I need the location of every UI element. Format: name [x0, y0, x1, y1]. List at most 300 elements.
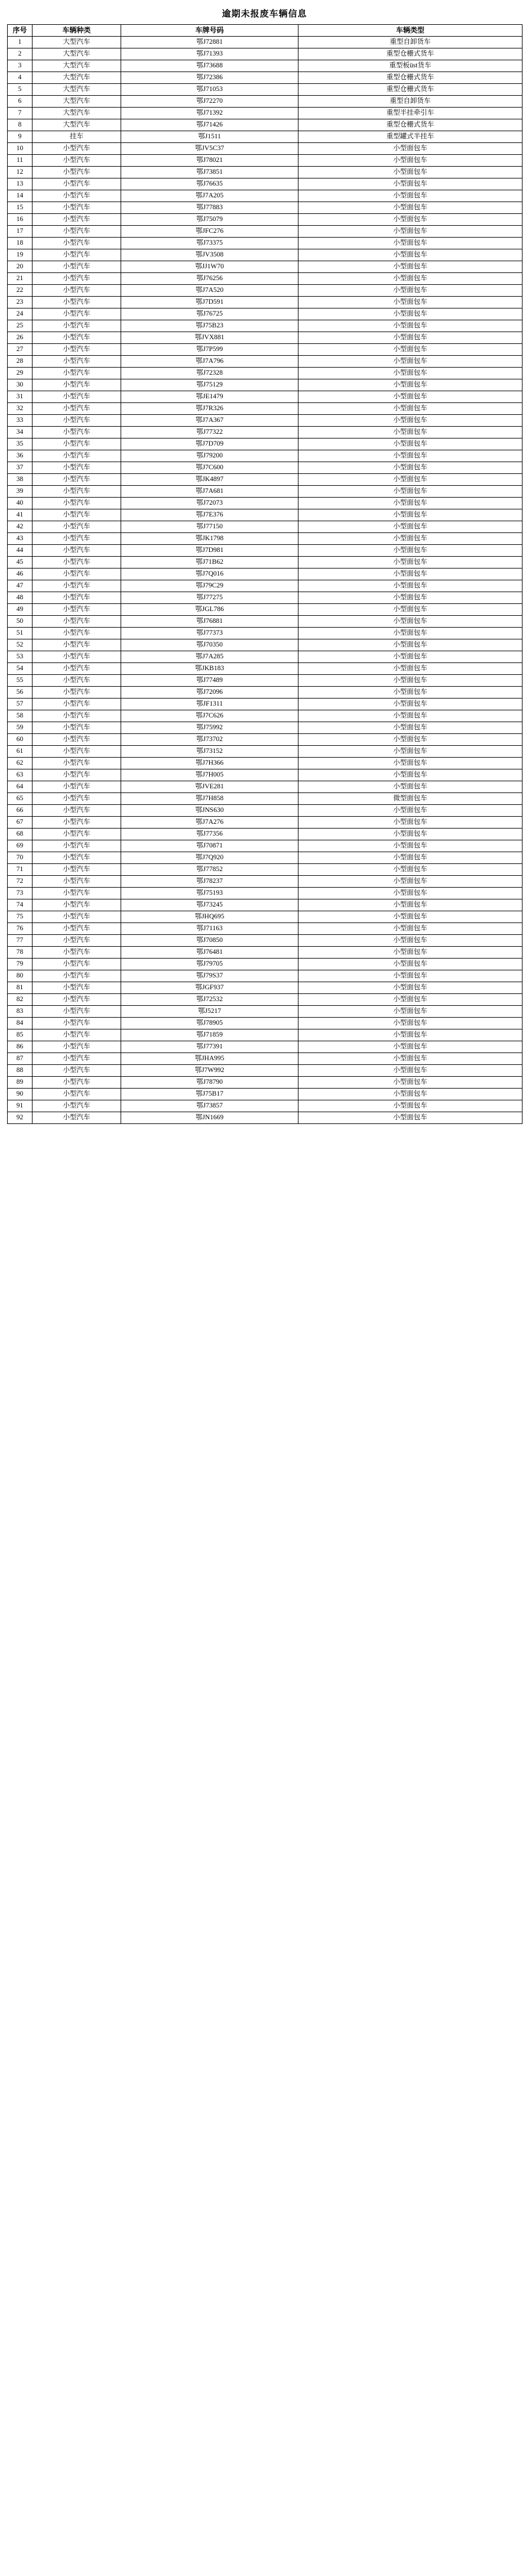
- table-row: [8, 238, 522, 249]
- cell-vehicle-category: 大型汽车: [33, 84, 121, 96]
- table-row: [8, 178, 522, 190]
- table-row: [8, 604, 522, 616]
- cell-plate-number: 鄂J71859: [121, 1029, 298, 1041]
- cell-vehicle-category: 小型汽车: [33, 888, 121, 899]
- cell-index: 74: [8, 899, 33, 911]
- cell-index: 36: [8, 450, 33, 462]
- cell-vehicle-category: 小型汽车: [33, 970, 121, 982]
- table-row: [8, 167, 522, 178]
- cell-plate-number: 鄂J72386: [121, 72, 298, 84]
- cell-vehicle-category: 小型汽车: [33, 569, 121, 580]
- cell-vehicle-type: 小型面包车: [298, 155, 522, 167]
- cell-vehicle-category: 小型汽车: [33, 675, 121, 687]
- cell-vehicle-type: 小型面包车: [298, 1089, 522, 1100]
- cell-index: 13: [8, 178, 33, 190]
- cell-plate-number: 鄂J71B62: [121, 557, 298, 569]
- table-row: [8, 651, 522, 663]
- cell-vehicle-category: 小型汽车: [33, 899, 121, 911]
- cell-index: 15: [8, 202, 33, 214]
- cell-vehicle-category: 小型汽车: [33, 403, 121, 415]
- cell-plate-number: 鄂J72270: [121, 96, 298, 108]
- cell-index: 46: [8, 569, 33, 580]
- cell-vehicle-type: 小型面包车: [298, 438, 522, 450]
- cell-vehicle-type: 小型面包车: [298, 675, 522, 687]
- table-row: [8, 1077, 522, 1089]
- cell-plate-number: 鄂J7R326: [121, 403, 298, 415]
- table-row: [8, 332, 522, 344]
- cell-vehicle-type: 小型面包车: [298, 190, 522, 202]
- cell-vehicle-type: 小型面包车: [298, 498, 522, 509]
- cell-index: 40: [8, 498, 33, 509]
- table-row: [8, 379, 522, 391]
- cell-vehicle-type: 小型面包车: [298, 970, 522, 982]
- cell-vehicle-type: 重型罐式半挂车: [298, 131, 522, 143]
- cell-index: 29: [8, 368, 33, 379]
- cell-plate-number: 鄂JGL786: [121, 604, 298, 616]
- cell-vehicle-category: 小型汽车: [33, 746, 121, 758]
- table-row: [8, 899, 522, 911]
- table-row: [8, 982, 522, 994]
- table-row: [8, 805, 522, 817]
- cell-vehicle-category: 小型汽车: [33, 769, 121, 781]
- cell-plate-number: 鄂J70850: [121, 935, 298, 947]
- cell-vehicle-category: 小型汽车: [33, 959, 121, 970]
- cell-plate-number: 鄂J7A520: [121, 285, 298, 297]
- cell-plate-number: 鄂J7A796: [121, 356, 298, 368]
- cell-index: 53: [8, 651, 33, 663]
- cell-plate-number: 鄂J75079: [121, 214, 298, 226]
- cell-vehicle-type: 小型面包车: [298, 214, 522, 226]
- cell-plate-number: 鄂JHA995: [121, 1053, 298, 1065]
- cell-vehicle-type: 小型面包车: [298, 616, 522, 628]
- cell-vehicle-type: 重型仓栅式货车: [298, 84, 522, 96]
- cell-index: 28: [8, 356, 33, 368]
- cell-vehicle-type: 小型面包车: [298, 344, 522, 356]
- cell-plate-number: 鄂JK1798: [121, 533, 298, 545]
- cell-index: 12: [8, 167, 33, 178]
- cell-vehicle-type: 重型自卸货车: [298, 96, 522, 108]
- cell-plate-number: 鄂JVX881: [121, 332, 298, 344]
- cell-index: 62: [8, 758, 33, 769]
- cell-vehicle-type: 小型面包车: [298, 415, 522, 427]
- cell-vehicle-type: 小型面包车: [298, 226, 522, 238]
- cell-plate-number: 鄂J77391: [121, 1041, 298, 1053]
- cell-vehicle-type: 小型面包车: [298, 238, 522, 249]
- cell-index: 50: [8, 616, 33, 628]
- cell-index: 48: [8, 592, 33, 604]
- cell-index: 43: [8, 533, 33, 545]
- column-header-vehicle-type: 车辆类型: [298, 25, 522, 37]
- cell-plate-number: 鄂J75B23: [121, 320, 298, 332]
- cell-index: 84: [8, 1018, 33, 1029]
- cell-vehicle-category: 小型汽车: [33, 864, 121, 876]
- cell-plate-number: 鄂J7A681: [121, 486, 298, 498]
- cell-vehicle-category: 小型汽车: [33, 947, 121, 959]
- cell-vehicle-type: 重型板üst货车: [298, 60, 522, 72]
- cell-index: 52: [8, 639, 33, 651]
- cell-plate-number: 鄂J7D591: [121, 297, 298, 308]
- cell-plate-number: 鄂JVE281: [121, 781, 298, 793]
- cell-vehicle-type: 小型面包车: [298, 852, 522, 864]
- cell-vehicle-category: 小型汽车: [33, 391, 121, 403]
- cell-vehicle-category: 大型汽车: [33, 60, 121, 72]
- cell-vehicle-category: 小型汽车: [33, 982, 121, 994]
- table-row: [8, 569, 522, 580]
- cell-plate-number: 鄂J7W992: [121, 1065, 298, 1077]
- cell-vehicle-category: 小型汽车: [33, 639, 121, 651]
- cell-vehicle-category: 小型汽车: [33, 734, 121, 746]
- cell-index: 18: [8, 238, 33, 249]
- cell-vehicle-type: 小型面包车: [298, 888, 522, 899]
- cell-plate-number: 鄂J72881: [121, 37, 298, 48]
- table-row: [8, 1041, 522, 1053]
- cell-index: 65: [8, 793, 33, 805]
- cell-vehicle-type: 小型面包车: [298, 368, 522, 379]
- cell-index: 78: [8, 947, 33, 959]
- table-row: [8, 911, 522, 923]
- cell-vehicle-category: 小型汽车: [33, 320, 121, 332]
- table-row: [8, 226, 522, 238]
- cell-vehicle-type: 小型面包车: [298, 1029, 522, 1041]
- table-row: [8, 486, 522, 498]
- cell-plate-number: 鄂J73688: [121, 60, 298, 72]
- cell-index: 10: [8, 143, 33, 155]
- column-header-index: 序号: [8, 25, 33, 37]
- cell-index: 21: [8, 273, 33, 285]
- cell-vehicle-category: 小型汽车: [33, 876, 121, 888]
- table-row: [8, 131, 522, 143]
- table-row: [8, 108, 522, 119]
- cell-vehicle-type: 小型面包车: [298, 521, 522, 533]
- cell-vehicle-type: 小型面包车: [298, 391, 522, 403]
- cell-vehicle-type: 小型面包车: [298, 628, 522, 639]
- cell-index: 8: [8, 119, 33, 131]
- cell-vehicle-category: 小型汽车: [33, 663, 121, 675]
- cell-index: 80: [8, 970, 33, 982]
- cell-index: 75: [8, 911, 33, 923]
- cell-plate-number: 鄂J7D709: [121, 438, 298, 450]
- cell-plate-number: 鄂J78905: [121, 1018, 298, 1029]
- cell-vehicle-category: 小型汽车: [33, 474, 121, 486]
- cell-vehicle-category: 小型汽车: [33, 580, 121, 592]
- cell-vehicle-type: 小型面包车: [298, 1077, 522, 1089]
- cell-index: 85: [8, 1029, 33, 1041]
- cell-plate-number: 鄂JKB183: [121, 663, 298, 675]
- cell-index: 79: [8, 959, 33, 970]
- cell-plate-number: 鄂J7A205: [121, 190, 298, 202]
- cell-index: 54: [8, 663, 33, 675]
- cell-vehicle-type: 小型面包车: [298, 604, 522, 616]
- cell-vehicle-category: 小型汽车: [33, 450, 121, 462]
- cell-vehicle-category: 小型汽车: [33, 344, 121, 356]
- table-row: [8, 947, 522, 959]
- table-row: [8, 722, 522, 734]
- cell-vehicle-category: 小型汽车: [33, 498, 121, 509]
- cell-plate-number: 鄂J76725: [121, 308, 298, 320]
- cell-vehicle-category: 小型汽车: [33, 415, 121, 427]
- table-row: [8, 48, 522, 60]
- table-row: [8, 60, 522, 72]
- cell-plate-number: 鄂J77322: [121, 427, 298, 438]
- cell-vehicle-category: 小型汽车: [33, 758, 121, 769]
- cell-vehicle-category: 小型汽车: [33, 214, 121, 226]
- cell-vehicle-category: 小型汽车: [33, 202, 121, 214]
- cell-plate-number: 鄂JJ1W70: [121, 261, 298, 273]
- cell-vehicle-category: 小型汽车: [33, 994, 121, 1006]
- cell-vehicle-type: 小型面包车: [298, 864, 522, 876]
- cell-plate-number: 鄂J7Q920: [121, 852, 298, 864]
- table-row: [8, 368, 522, 379]
- table-row: [8, 1053, 522, 1065]
- cell-index: 3: [8, 60, 33, 72]
- cell-index: 20: [8, 261, 33, 273]
- cell-plate-number: 鄂J7E376: [121, 509, 298, 521]
- cell-vehicle-category: 小型汽车: [33, 533, 121, 545]
- cell-index: 67: [8, 817, 33, 829]
- cell-vehicle-type: 小型面包车: [298, 781, 522, 793]
- cell-plate-number: 鄂J77373: [121, 628, 298, 639]
- cell-plate-number: 鄂JV5C37: [121, 143, 298, 155]
- cell-vehicle-category: 小型汽车: [33, 710, 121, 722]
- cell-plate-number: 鄂J71426: [121, 119, 298, 131]
- cell-plate-number: 鄂J72073: [121, 498, 298, 509]
- cell-index: 9: [8, 131, 33, 143]
- cell-vehicle-type: 小型面包车: [298, 509, 522, 521]
- cell-plate-number: 鄂JGF937: [121, 982, 298, 994]
- cell-plate-number: 鄂J7H366: [121, 758, 298, 769]
- cell-index: 58: [8, 710, 33, 722]
- table-header-row: [8, 25, 522, 37]
- table-row: [8, 769, 522, 781]
- cell-index: 7: [8, 108, 33, 119]
- cell-plate-number: 鄂J7P599: [121, 344, 298, 356]
- cell-vehicle-category: 小型汽车: [33, 935, 121, 947]
- table-row: [8, 84, 522, 96]
- table-row: [8, 320, 522, 332]
- cell-index: 56: [8, 687, 33, 699]
- column-header-plate-number: 车牌号码: [121, 25, 298, 37]
- table-row: [8, 273, 522, 285]
- cell-plate-number: 鄂JF1311: [121, 699, 298, 710]
- cell-index: 82: [8, 994, 33, 1006]
- cell-plate-number: 鄂JFC276: [121, 226, 298, 238]
- cell-vehicle-category: 小型汽车: [33, 178, 121, 190]
- cell-vehicle-type: 小型面包车: [298, 580, 522, 592]
- cell-plate-number: 鄂J77275: [121, 592, 298, 604]
- table-row: [8, 616, 522, 628]
- cell-vehicle-type: 小型面包车: [298, 899, 522, 911]
- cell-plate-number: 鄂J78237: [121, 876, 298, 888]
- cell-index: 77: [8, 935, 33, 947]
- table-row: [8, 308, 522, 320]
- table-row: [8, 923, 522, 935]
- cell-index: 49: [8, 604, 33, 616]
- cell-plate-number: 鄂J76256: [121, 273, 298, 285]
- cell-vehicle-type: 重型半挂牵引车: [298, 108, 522, 119]
- cell-vehicle-category: 小型汽车: [33, 143, 121, 155]
- table-row: [8, 119, 522, 131]
- cell-vehicle-category: 小型汽车: [33, 616, 121, 628]
- cell-index: 73: [8, 888, 33, 899]
- table-row: [8, 699, 522, 710]
- table-row: [8, 639, 522, 651]
- cell-index: 61: [8, 746, 33, 758]
- cell-plate-number: 鄂J7H858: [121, 793, 298, 805]
- cell-vehicle-category: 小型汽车: [33, 840, 121, 852]
- vehicle-table: [7, 24, 522, 1124]
- table-row: [8, 261, 522, 273]
- cell-index: 41: [8, 509, 33, 521]
- cell-plate-number: 鄂J79S37: [121, 970, 298, 982]
- table-row: [8, 817, 522, 829]
- cell-vehicle-type: 小型面包车: [298, 285, 522, 297]
- cell-index: 14: [8, 190, 33, 202]
- cell-vehicle-type: 小型面包车: [298, 261, 522, 273]
- table-row: [8, 888, 522, 899]
- cell-vehicle-type: 重型仓栅式货车: [298, 72, 522, 84]
- cell-vehicle-category: 小型汽车: [33, 1053, 121, 1065]
- cell-plate-number: 鄂J71392: [121, 108, 298, 119]
- cell-vehicle-category: 大型汽车: [33, 48, 121, 60]
- table-row: [8, 214, 522, 226]
- cell-plate-number: 鄂J79705: [121, 959, 298, 970]
- cell-plate-number: 鄂J73245: [121, 899, 298, 911]
- cell-plate-number: 鄂J71163: [121, 923, 298, 935]
- cell-vehicle-type: 小型面包车: [298, 427, 522, 438]
- table-row: [8, 96, 522, 108]
- table-row: [8, 391, 522, 403]
- cell-vehicle-type: 小型面包车: [298, 143, 522, 155]
- cell-index: 34: [8, 427, 33, 438]
- table-row: [8, 580, 522, 592]
- cell-vehicle-category: 小型汽车: [33, 521, 121, 533]
- cell-index: 70: [8, 852, 33, 864]
- cell-index: 83: [8, 1006, 33, 1018]
- table-row: [8, 190, 522, 202]
- cell-plate-number: 鄂J70350: [121, 639, 298, 651]
- cell-vehicle-type: 小型面包车: [298, 817, 522, 829]
- cell-vehicle-category: 小型汽车: [33, 1100, 121, 1112]
- cell-vehicle-category: 小型汽车: [33, 226, 121, 238]
- cell-vehicle-type: 微型面包车: [298, 793, 522, 805]
- table-row: [8, 438, 522, 450]
- table-row: [8, 498, 522, 509]
- cell-vehicle-type: 小型面包车: [298, 403, 522, 415]
- table-row: [8, 155, 522, 167]
- cell-vehicle-type: 小型面包车: [298, 474, 522, 486]
- cell-plate-number: 鄂JN1669: [121, 1112, 298, 1124]
- cell-index: 81: [8, 982, 33, 994]
- cell-vehicle-type: 小型面包车: [298, 982, 522, 994]
- cell-vehicle-category: 小型汽车: [33, 190, 121, 202]
- table-row: [8, 935, 522, 947]
- cell-vehicle-category: 小型汽车: [33, 368, 121, 379]
- cell-vehicle-type: 小型面包车: [298, 249, 522, 261]
- cell-index: 22: [8, 285, 33, 297]
- cell-vehicle-type: 小型面包车: [298, 923, 522, 935]
- cell-vehicle-type: 小型面包车: [298, 486, 522, 498]
- cell-vehicle-category: 小型汽车: [33, 852, 121, 864]
- table-row: [8, 840, 522, 852]
- cell-vehicle-category: 小型汽车: [33, 155, 121, 167]
- table-row: [8, 994, 522, 1006]
- cell-index: 44: [8, 545, 33, 557]
- table-row: [8, 1029, 522, 1041]
- cell-plate-number: 鄂J7A367: [121, 415, 298, 427]
- cell-plate-number: 鄂J1511: [121, 131, 298, 143]
- table-row: [8, 1089, 522, 1100]
- cell-vehicle-category: 小型汽车: [33, 427, 121, 438]
- cell-plate-number: 鄂J75B17: [121, 1089, 298, 1100]
- cell-vehicle-type: 小型面包车: [298, 876, 522, 888]
- cell-vehicle-type: 小型面包车: [298, 959, 522, 970]
- table-row: [8, 710, 522, 722]
- cell-index: 32: [8, 403, 33, 415]
- cell-plate-number: 鄂J77883: [121, 202, 298, 214]
- cell-index: 91: [8, 1100, 33, 1112]
- cell-vehicle-category: 小型汽车: [33, 1112, 121, 1124]
- cell-vehicle-type: 小型面包车: [298, 687, 522, 699]
- table-row: [8, 1100, 522, 1112]
- cell-vehicle-category: 小型汽车: [33, 628, 121, 639]
- table-row: [8, 829, 522, 840]
- cell-vehicle-category: 小型汽车: [33, 273, 121, 285]
- cell-plate-number: 鄂J5217: [121, 1006, 298, 1018]
- cell-vehicle-type: 小型面包车: [298, 320, 522, 332]
- cell-plate-number: 鄂J7D981: [121, 545, 298, 557]
- cell-vehicle-category: 小型汽车: [33, 261, 121, 273]
- cell-vehicle-type: 小型面包车: [298, 1112, 522, 1124]
- table-row: [8, 450, 522, 462]
- cell-vehicle-type: 小型面包车: [298, 935, 522, 947]
- cell-index: 19: [8, 249, 33, 261]
- cell-index: 6: [8, 96, 33, 108]
- cell-vehicle-type: 小型面包车: [298, 994, 522, 1006]
- cell-index: 72: [8, 876, 33, 888]
- cell-vehicle-category: 小型汽车: [33, 1018, 121, 1029]
- cell-plate-number: 鄂J75193: [121, 888, 298, 899]
- cell-vehicle-category: 小型汽车: [33, 817, 121, 829]
- document-page: [0, 0, 529, 1130]
- cell-plate-number: 鄂J71393: [121, 48, 298, 60]
- cell-vehicle-type: 小型面包车: [298, 639, 522, 651]
- cell-index: 71: [8, 864, 33, 876]
- cell-vehicle-type: 小型面包车: [298, 557, 522, 569]
- table-row: [8, 297, 522, 308]
- cell-plate-number: 鄂J72096: [121, 687, 298, 699]
- cell-plate-number: 鄂J79200: [121, 450, 298, 462]
- table-row: [8, 202, 522, 214]
- cell-plate-number: 鄂J75992: [121, 722, 298, 734]
- table-row: [8, 852, 522, 864]
- cell-index: 60: [8, 734, 33, 746]
- table-row: [8, 592, 522, 604]
- table-row: [8, 687, 522, 699]
- cell-vehicle-type: 小型面包车: [298, 178, 522, 190]
- cell-index: 2: [8, 48, 33, 60]
- table-body: [8, 37, 522, 1124]
- cell-index: 26: [8, 332, 33, 344]
- cell-plate-number: 鄂J7A276: [121, 817, 298, 829]
- cell-vehicle-type: 重型仓栅式货车: [298, 119, 522, 131]
- cell-index: 4: [8, 72, 33, 84]
- cell-plate-number: 鄂J7Q016: [121, 569, 298, 580]
- cell-vehicle-type: 小型面包车: [298, 592, 522, 604]
- table-row: [8, 521, 522, 533]
- cell-vehicle-type: 小型面包车: [298, 722, 522, 734]
- table-row: [8, 734, 522, 746]
- cell-vehicle-category: 小型汽车: [33, 332, 121, 344]
